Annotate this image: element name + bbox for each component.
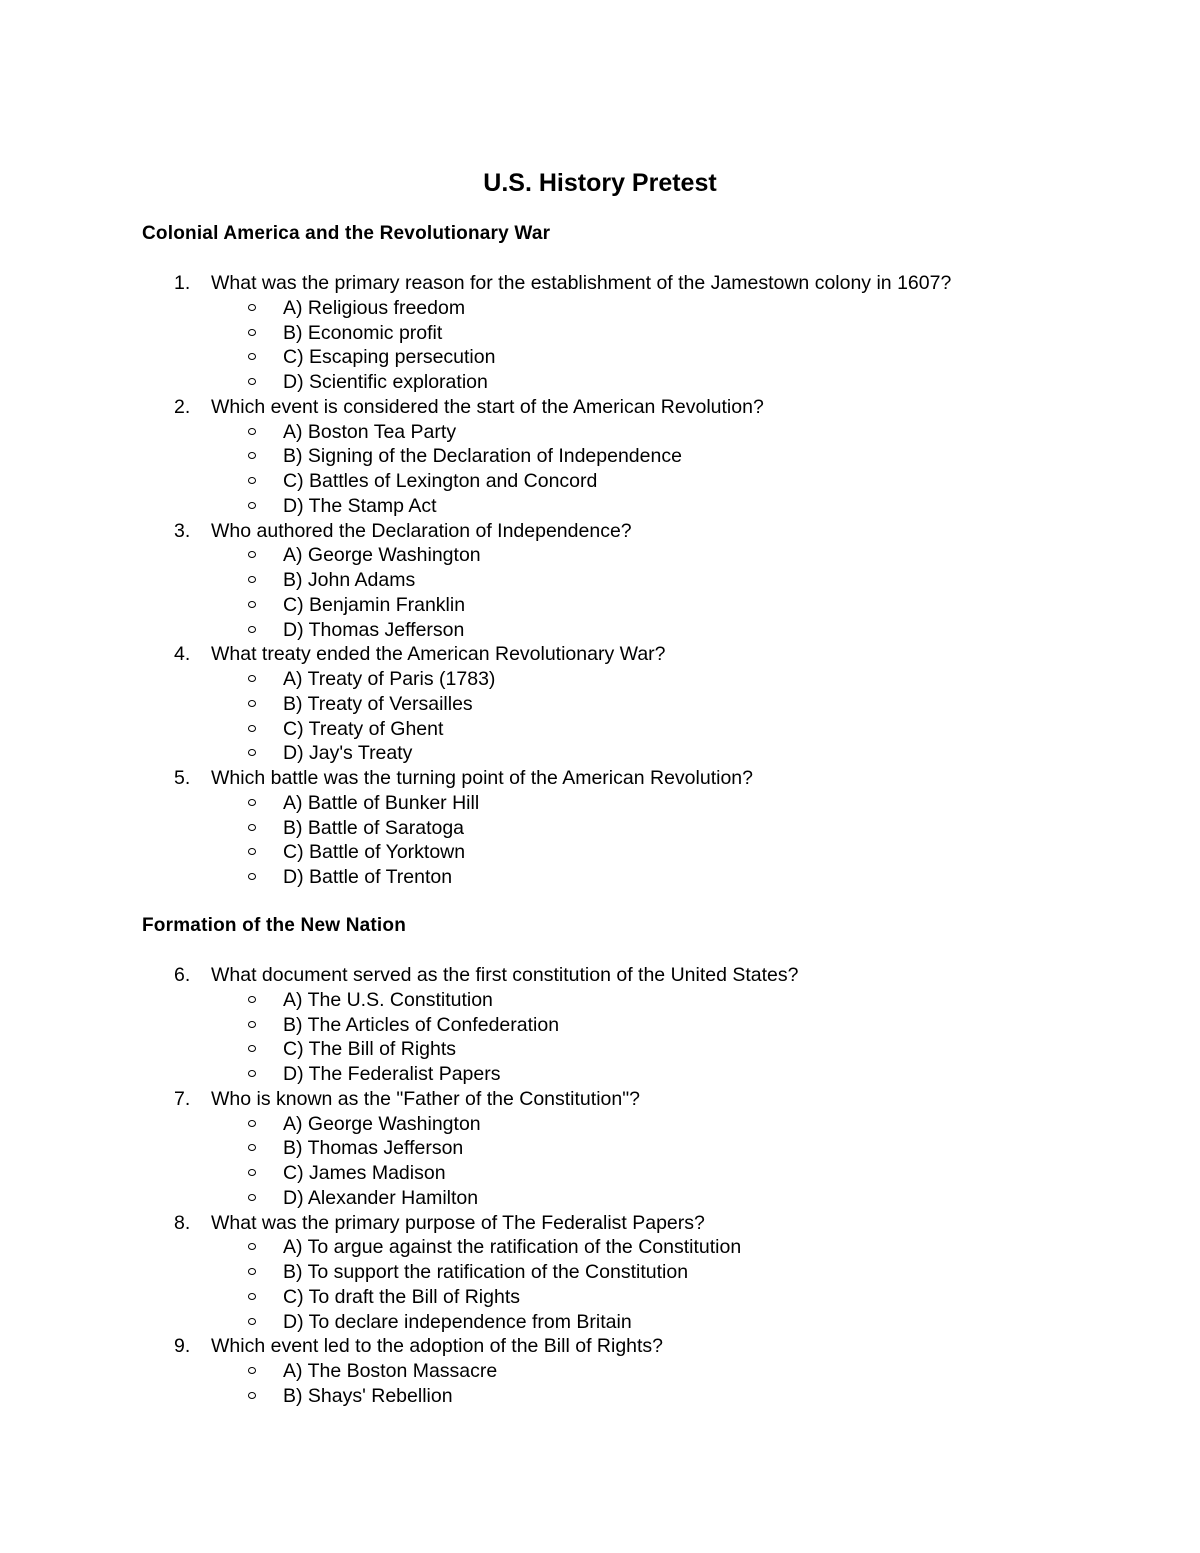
question-item <box>0 642 1200 667</box>
question-item <box>0 1334 1200 1359</box>
answer-option <box>0 1136 1200 1161</box>
circle-bullet-icon <box>248 824 256 831</box>
answer-option <box>0 1037 1200 1062</box>
answer-option <box>0 1260 1200 1285</box>
answer-option <box>0 618 1200 643</box>
circle-bullet-icon <box>248 1120 256 1127</box>
circle-bullet-icon <box>248 675 256 682</box>
circle-bullet-icon <box>248 848 256 855</box>
circle-bullet-icon <box>248 428 256 435</box>
answer-option-text: B) To support the ratification of the Constitution <box>283 1261 689 1283</box>
question-text: What treaty ended the American Revolutionary War? <box>211 643 666 666</box>
answer-option <box>0 296 1200 321</box>
answer-option-text: A) George Washington <box>283 544 481 567</box>
question-text: Who is known as the "Father of the Constitution"? <box>211 1087 640 1110</box>
circle-bullet-icon <box>248 1144 256 1151</box>
answer-option-text: B) John Adams <box>283 569 416 591</box>
answer-option <box>0 469 1200 494</box>
circle-bullet-icon <box>248 749 256 756</box>
question-text: What document served as the first constitution of the United States? <box>211 964 799 986</box>
circle-bullet-icon <box>248 1367 256 1374</box>
answer-option <box>0 840 1200 865</box>
answer-option-text: C) To draft the Bill of Rights <box>283 1285 520 1308</box>
answer-option-text: A) The Boston Massacre <box>283 1360 498 1382</box>
answer-option <box>0 1112 1200 1137</box>
answer-option-text: C) Treaty of Ghent <box>283 717 444 740</box>
answer-option-text: C) Battles of Lexington and Concord <box>283 470 598 492</box>
answer-option <box>0 988 1200 1013</box>
answer-option <box>0 717 1200 742</box>
circle-bullet-icon <box>248 1392 256 1399</box>
document-title: U.S. History Pretest <box>483 169 717 197</box>
circle-bullet-icon <box>248 626 256 633</box>
question-text: Which event is considered the start of the American Revolution? <box>211 395 764 418</box>
question-item <box>0 519 1200 544</box>
answer-option-text: D) Alexander Hamilton <box>283 1186 479 1209</box>
answer-option-text: B) Signing of the Declaration of Independence <box>283 445 682 468</box>
circle-bullet-icon <box>248 996 256 1003</box>
answer-option <box>0 543 1200 568</box>
answer-option-text: B) The Articles of Confederation <box>283 1013 560 1036</box>
answer-option <box>0 692 1200 717</box>
question-text: Which event led to the adoption of the Bill of Rights? <box>211 1335 664 1358</box>
answer-option <box>0 1013 1200 1038</box>
circle-bullet-icon <box>248 576 256 583</box>
answer-option <box>0 345 1200 370</box>
question-text: Who authored the Declaration of Independence? <box>211 519 632 542</box>
answer-option-text: D) To declare independence from Britain <box>283 1310 632 1333</box>
question-number: 8. <box>174 1211 191 1234</box>
circle-bullet-icon <box>248 1070 256 1077</box>
answer-option-text: A) The U.S. Constitution <box>283 988 493 1011</box>
circle-bullet-icon <box>248 477 256 484</box>
answer-option <box>0 791 1200 816</box>
question-number: 4. <box>174 643 191 666</box>
question-item <box>0 1211 1200 1236</box>
circle-bullet-icon <box>248 601 256 608</box>
question-text: What was the primary reason for the establishment of the Jamestown colony in 1607? <box>211 272 952 294</box>
answer-option-text: C) Escaping persecution <box>283 346 496 369</box>
question-text: Which battle was the turning point of the American Revolution? <box>211 767 753 789</box>
question-number: 1. <box>174 272 191 294</box>
answer-option-text: A) Boston Tea Party <box>283 420 457 443</box>
answer-option-text: A) George Washington <box>283 1112 481 1135</box>
question-item <box>0 963 1200 988</box>
answer-option-text: C) Battle of Yorktown <box>283 841 466 864</box>
answer-option-text: C) James Madison <box>283 1162 446 1184</box>
section-heading: Formation of the New Nation <box>142 915 407 936</box>
answer-option-text: D) Scientific exploration <box>283 371 488 393</box>
answer-option-text: A) Battle of Bunker Hill <box>283 791 480 814</box>
answer-option-text: C) Benjamin Franklin <box>283 593 466 616</box>
answer-option <box>0 568 1200 593</box>
answer-option <box>0 1310 1200 1335</box>
circle-bullet-icon <box>248 700 256 707</box>
answer-option <box>0 741 1200 766</box>
circle-bullet-icon <box>248 1293 256 1300</box>
circle-bullet-icon <box>248 799 256 806</box>
circle-bullet-icon <box>248 1045 256 1052</box>
answer-option-text: D) Jay's Treaty <box>283 742 413 765</box>
answer-option <box>0 1359 1200 1384</box>
answer-option <box>0 321 1200 346</box>
question-item <box>0 766 1200 791</box>
answer-option <box>0 1384 1200 1409</box>
answer-option <box>0 667 1200 692</box>
answer-option <box>0 865 1200 890</box>
question-number: 5. <box>174 767 191 789</box>
question-number: 7. <box>174 1087 191 1110</box>
answer-option-text: C) The Bill of Rights <box>283 1038 457 1061</box>
circle-bullet-icon <box>248 502 256 509</box>
answer-option-text: A) Religious freedom <box>283 296 466 319</box>
circle-bullet-icon <box>248 1243 256 1250</box>
question-item <box>0 1087 1200 1112</box>
section-heading: Colonial America and the Revolutionary War <box>142 223 551 244</box>
answer-option <box>0 1161 1200 1186</box>
answer-option-text: B) Battle of Saratoga <box>283 816 465 839</box>
answer-option-text: B) Economic profit <box>283 321 443 344</box>
answer-option <box>0 1186 1200 1211</box>
question-text: What was the primary purpose of The Federalist Papers? <box>211 1211 705 1234</box>
answer-option <box>0 444 1200 469</box>
circle-bullet-icon <box>248 353 256 360</box>
answer-option-text: B) Treaty of Versailles <box>283 692 473 715</box>
question-number: 9. <box>174 1335 191 1358</box>
circle-bullet-icon <box>248 873 256 880</box>
answer-option-text: D) The Stamp Act <box>283 494 437 517</box>
answer-option <box>0 420 1200 445</box>
circle-bullet-icon <box>248 452 256 459</box>
circle-bullet-icon <box>248 1169 256 1176</box>
answer-option-text: A) To argue against the ratification of the Constitution <box>283 1236 742 1259</box>
question-number: 3. <box>174 519 191 542</box>
answer-option <box>0 494 1200 519</box>
answer-option <box>0 370 1200 395</box>
circle-bullet-icon <box>248 725 256 732</box>
answer-option-text: B) Thomas Jefferson <box>283 1137 464 1160</box>
question-list <box>0 271 1200 890</box>
circle-bullet-icon <box>248 304 256 311</box>
circle-bullet-icon <box>248 1268 256 1275</box>
question-item <box>0 271 1200 296</box>
answer-option <box>0 1062 1200 1087</box>
circle-bullet-icon <box>248 551 256 558</box>
question-number: 2. <box>174 395 191 418</box>
circle-bullet-icon <box>248 329 256 336</box>
question-item <box>0 395 1200 420</box>
answer-option-text: B) Shays' Rebellion <box>283 1384 453 1407</box>
circle-bullet-icon <box>248 1021 256 1028</box>
question-list <box>0 963 1200 1409</box>
circle-bullet-icon <box>248 1194 256 1201</box>
answer-option-text: D) The Federalist Papers <box>283 1063 501 1085</box>
question-number: 6. <box>174 964 191 986</box>
circle-bullet-icon <box>248 1318 256 1325</box>
answer-option <box>0 1235 1200 1260</box>
answer-option <box>0 593 1200 618</box>
answer-option <box>0 816 1200 841</box>
answer-option <box>0 1285 1200 1310</box>
answer-option-text: D) Thomas Jefferson <box>283 618 465 641</box>
circle-bullet-icon <box>248 378 256 385</box>
answer-option-text: A) Treaty of Paris (1783) <box>283 668 496 690</box>
answer-option-text: D) Battle of Trenton <box>283 866 453 888</box>
